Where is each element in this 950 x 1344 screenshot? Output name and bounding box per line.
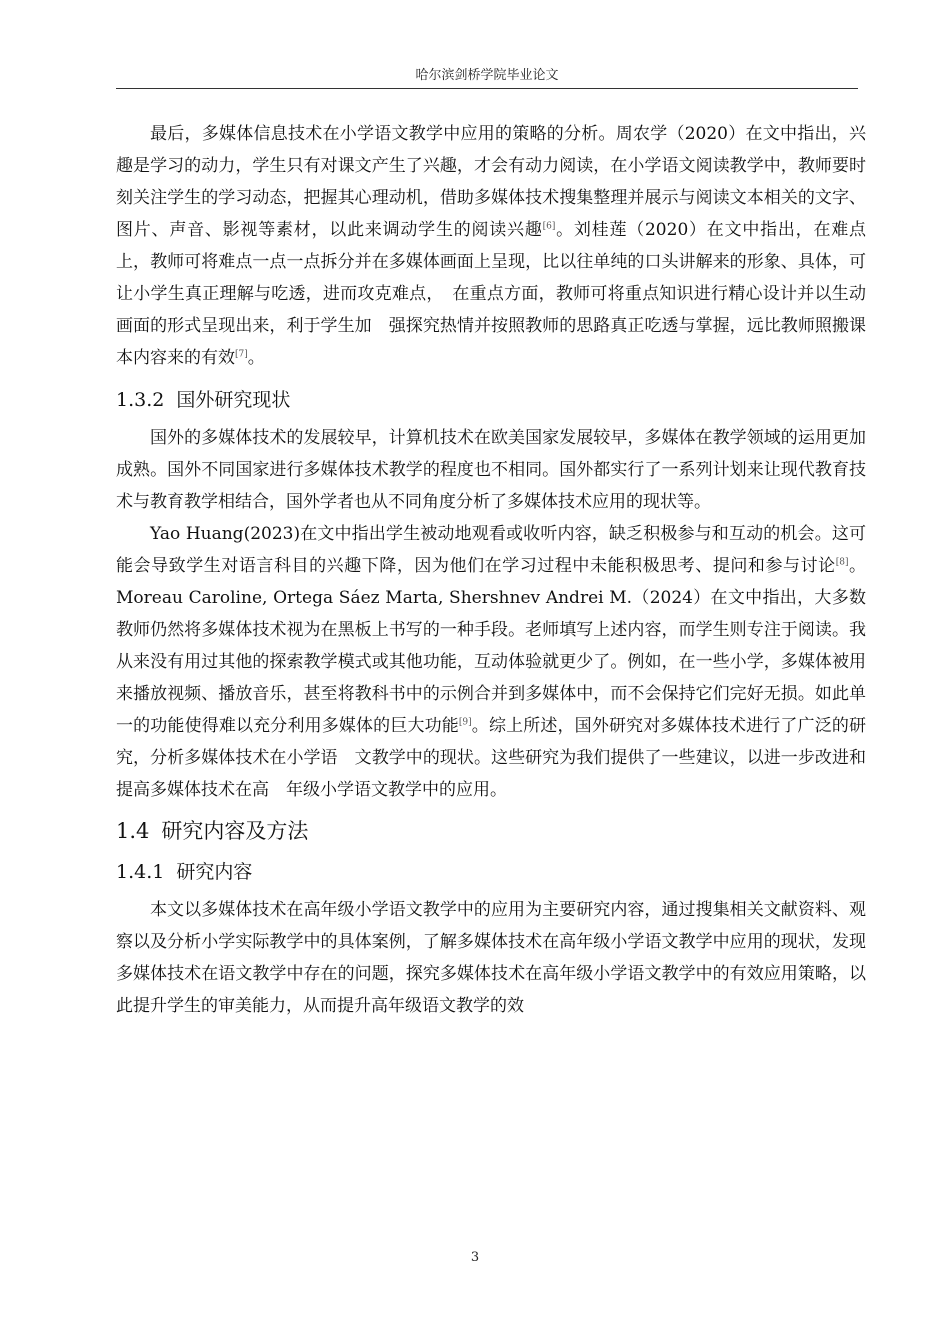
citation-9: [9] — [458, 717, 472, 728]
body-content — [116, 118, 866, 1022]
paragraph-foreign-overview: 国外的多媒体技术的发展较早，计算机技术在欧美国家发展较早，多媒体在教学领域的运用更加成熟。国外不同国家进行多媒体技术教学的程度也不相同。国外都实行了一系列计划来让现代教育技术与教育教学相结合，国外学者也从不同角度分析了多媒体技术应用的现状等。 — [116, 428, 866, 512]
citation-7: [7] — [235, 349, 248, 360]
citation-6: [6] — [542, 221, 556, 232]
paragraph-text: 最后，多媒体信息技术在小学语文教学中应用的策略的分析。周农学（2020）在文中指出，兴趣是学习的动力，学生只有对课文产生了兴趣，才会有动力阅读，在小学语文阅读教学中，教师要时刻关注学生的学习动态，把握其心理动机，借助多媒体技术搜集整理并展示与阅读文本相关的文字、图片、声音、影视等素材，以此来调动学生的阅读兴趣 — [116, 124, 866, 240]
paragraph-text: 。Moreau Caroline, Ortega Sáez Marta, Shershnev Andrei M.（2024）在文中指出，大多数教师仍然将多媒体技术视为在黑板上书写的一种手段。老师填写上述内容，而学生则专注于阅读。我从来没有用过其他的探索教学模式或其他功能，互动体验就更少了。例如，在一些小学，多媒体被用来播放视频、播放音乐，甚至将教科书中的示例合并到多媒体中，而不会保持它们完好无损。如此单一的功能使得难以充分利用多媒体的巨大功能 — [116, 556, 867, 736]
paragraph-text: 。综上所述，国外研究对多媒体技术进行了广泛的研究，分析多媒体技术在小学语 文教学中的现状。这些研究为我们提供了一些建议，以进一步改进和提高多媒体技术在高 年级小学语文教学中的应用。 — [116, 716, 866, 800]
paragraph-text: 。 — [247, 348, 265, 368]
section-heading-1-4 — [116, 816, 866, 846]
paragraph-domestic-strategies — [116, 118, 866, 374]
page-number: 3 — [470, 1250, 480, 1265]
paragraph-research-content: 本文以多媒体技术在高年级小学语文教学中的应用为主要研究内容，通过搜集相关文献资料、观察以及分析小学实际教学中的具体案例，了解多媒体技术在高年级小学语文教学中应用的现状，发现多媒体技术在语文教学中存在的问题，探究多媒体技术在高年级小学语文教学中的有效应用策略，以此提升学生的审美能力，从而提升高年级语文教学的效 — [116, 900, 866, 1016]
section-number: 1.4.1 — [116, 861, 165, 883]
section-title: 研究内容及方法 — [161, 819, 309, 843]
section-heading-1-4-1 — [116, 858, 866, 886]
section-title: 研究内容 — [176, 861, 253, 883]
running-header: 哈尔滨剑桥学院毕业论文 — [415, 68, 559, 83]
paragraph-foreign-studies — [116, 518, 866, 806]
section-heading-1-3-2 — [116, 386, 866, 414]
section-number: 1.4 — [116, 819, 150, 843]
citation-8: [8] — [835, 557, 849, 568]
section-title: 国外研究现状 — [176, 389, 291, 411]
paragraph-text: Yao Huang(2023)在文中指出学生被动地观看或收听内容，缺乏积极参与和互动的机会。这可能会导致学生对语言科目的兴趣下降，因为他们在学习过程中未能积极思考、提问和参与讨论 — [116, 524, 866, 576]
paragraph-text: 。刘桂莲（2020）在文中指出，在难点上，教师可将难点一点一点拆分并在多媒体画面上呈现，比以往单纯的口头讲解来的形象、具体，可让小学生真正理解与吃透，进而攻克难点， 在重点方面，教师可将重点知识进行精心设计并以生动画面的形式呈现出来，利于学生加 强探究热情并按照教师的思路真正吃透与掌握，远比教师照搬课本内容来的有效 — [116, 220, 867, 368]
header-divider — [116, 88, 858, 89]
section-number: 1.3.2 — [116, 389, 165, 411]
